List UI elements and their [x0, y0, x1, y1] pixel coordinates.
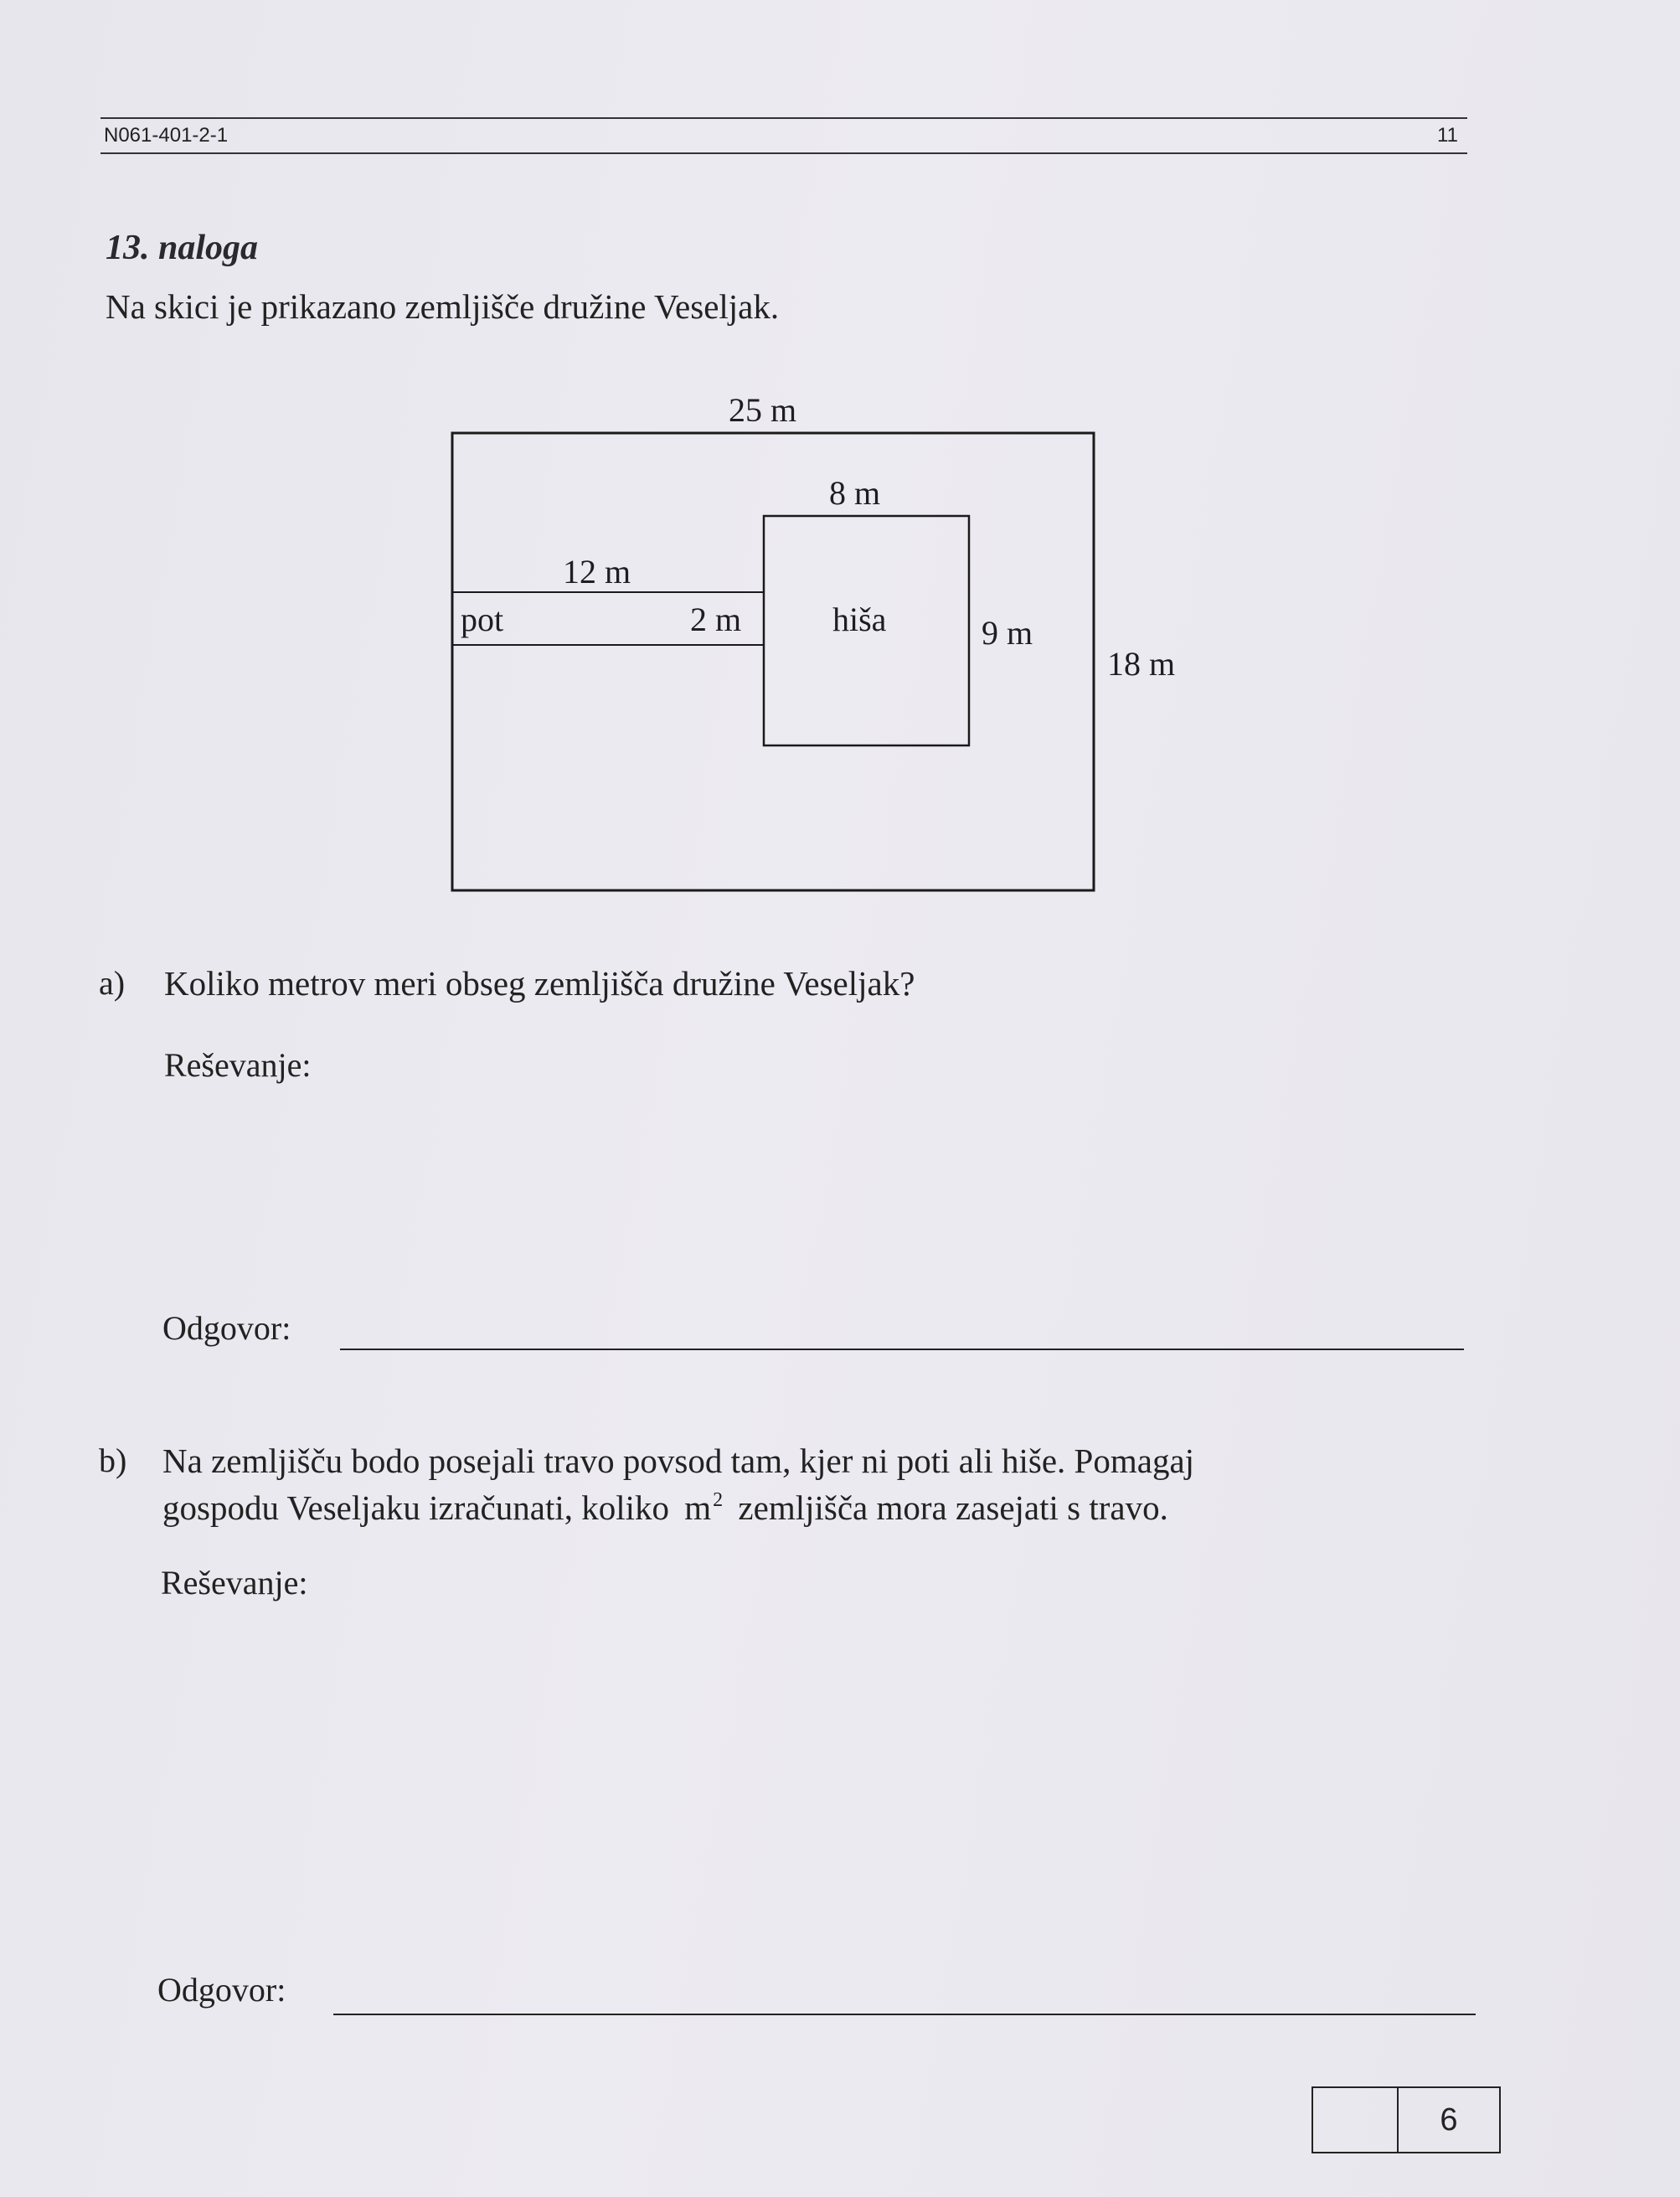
part-b-question-line2-start: gospodu Veseljaku izračunati, koliko	[162, 1488, 670, 1527]
document-code: N061-401-2-1	[104, 124, 229, 147]
task-title: 13. naloga	[106, 229, 259, 267]
part-b-marker: b)	[99, 1441, 127, 1479]
plot-diagram	[0, 0, 1680, 921]
path-length-label: 12 m	[563, 553, 631, 591]
plot-outline	[452, 433, 1094, 890]
part-a-question: Koliko metrov meri obseg zemljišča družine Veseljak?	[164, 964, 915, 1003]
score-points: 6	[1440, 2102, 1458, 2138]
task-intro: Na skici je prikazano zemljišče družine Veseljak.	[106, 287, 780, 326]
part-b-solving-label: Reševanje:	[161, 1564, 308, 1601]
house-width-label: 8 m	[829, 474, 881, 512]
part-b-question-line2	[162, 1488, 1168, 1528]
unit-base: m	[684, 1488, 712, 1527]
unit-exponent: 2	[713, 1489, 724, 1511]
plot-height-label: 18 m	[1107, 645, 1176, 683]
part-b-answer-field[interactable]	[333, 2014, 1476, 2015]
path-label: pot	[461, 601, 504, 638]
part-b-answer-label: Odgovor:	[157, 1971, 286, 2009]
part-a-answer-label: Odgovor:	[162, 1309, 291, 1347]
house-height-label: 9 m	[982, 614, 1033, 652]
part-b-question-line2-end: zemljišča mora zasejati s travo.	[738, 1488, 1168, 1527]
house-label: hiša	[832, 601, 887, 638]
square-meter-unit	[684, 1488, 723, 1527]
part-b-question-line1: Na zemljišču bodo posejali travo povsod tam, kjer ni poti ali hiše. Pomagaj	[162, 1441, 1195, 1480]
part-a-marker: a)	[99, 964, 126, 1002]
path-width-label: 2 m	[690, 601, 742, 638]
part-a-solving-label: Reševanje:	[164, 1046, 312, 1084]
score-box	[1312, 2086, 1501, 2153]
page-number: 11	[1437, 124, 1458, 147]
part-a-answer-field[interactable]	[340, 1349, 1464, 1350]
plot-width-label: 25 m	[729, 391, 797, 429]
